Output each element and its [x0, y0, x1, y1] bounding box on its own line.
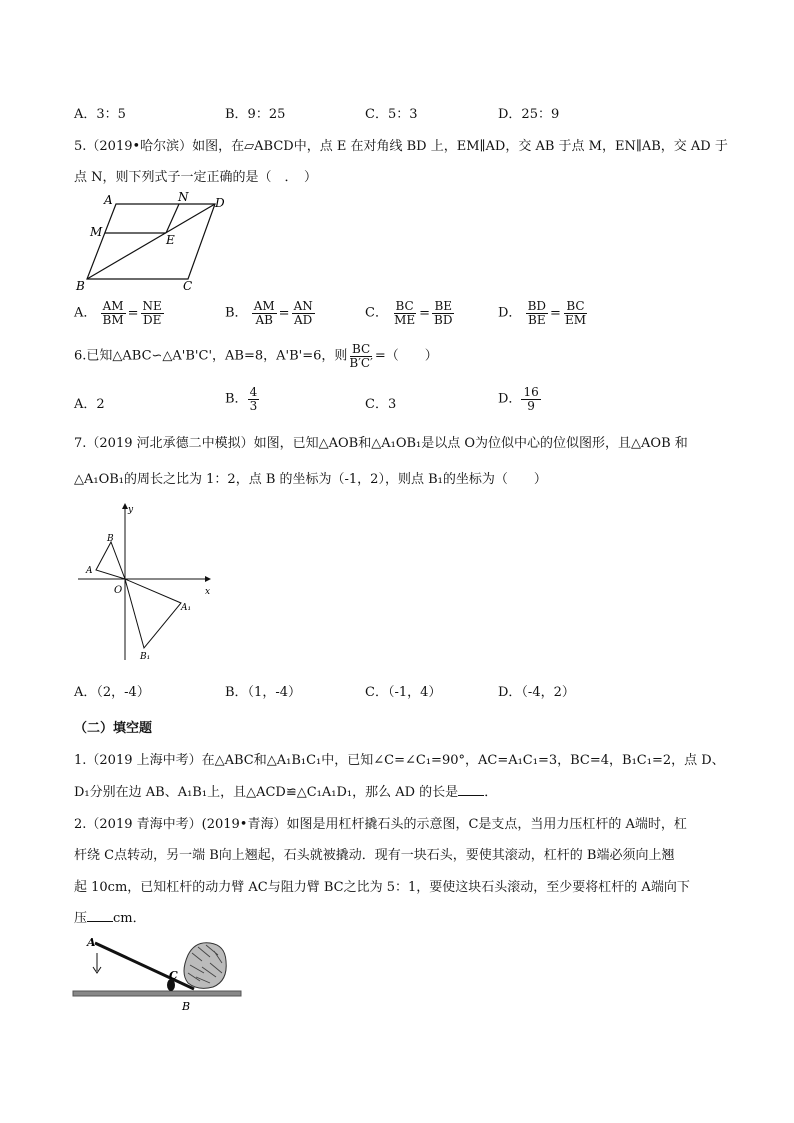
frac-num: BC: [395, 299, 414, 313]
q5-line1: 5.（2019•哈尔滨）如图，在▱ABCD中，点 E 在对角线 BD 上，EM∥AD，交 AB 于点 M，EN∥AB，交 AD 于: [74, 139, 728, 154]
frac-den: ME: [394, 312, 416, 327]
answer-blank[interactable]: [87, 909, 113, 922]
frac-den: DE: [142, 312, 162, 327]
q7-coordinate-figure: [78, 496, 228, 664]
option-value: 3: [387, 397, 397, 412]
frac-den: AD: [294, 312, 313, 327]
label-e: E: [166, 233, 175, 247]
lever-figure: [70, 933, 245, 1017]
frac-den: 9: [527, 398, 535, 413]
option-letter: B．: [225, 391, 248, 407]
frac-den: 3: [249, 398, 258, 413]
f1-line1: 1.（2019 上海中考）在△ABC和△A₁B₁C₁中，已知∠C=∠C₁=90°，AC=A₁C₁=3，BC=4，B₁C₁=2，点 D、: [74, 753, 725, 768]
option-letter: D．: [498, 391, 522, 407]
f1-line2: [74, 781, 497, 800]
option-letter: C．: [365, 305, 388, 321]
frac-num: NE: [142, 299, 162, 313]
q6-option-a: [74, 393, 105, 412]
frac-num: 4: [249, 385, 258, 399]
option-value: 2: [96, 397, 105, 412]
f2-line4-end: cm．: [113, 911, 146, 926]
label-m: M: [90, 225, 103, 239]
q6-suffix: =（ ）: [374, 348, 438, 364]
q6-option-c: [365, 393, 396, 412]
frac-den: BM: [102, 312, 124, 327]
q4-option-c: C．5：3: [365, 107, 418, 122]
frac-den: EM: [564, 312, 586, 327]
section-title: （二）填空题: [74, 721, 153, 736]
q7-option-a: A．（2，-4）: [74, 685, 150, 700]
q5-parallelogram-figure: [70, 190, 240, 296]
label-b: B: [107, 534, 114, 544]
q7-line2: △A₁OB₁的周长之比为 1：2，点 B 的坐标为（-1，2），则点 B₁的坐标为（ ）: [74, 472, 547, 487]
frac-num: BC: [566, 299, 585, 313]
q7-option-b: B．（1，-4）: [225, 685, 301, 700]
label-n: N: [178, 190, 189, 204]
frac-num: 16: [523, 385, 539, 399]
diagonal-bd: [87, 204, 215, 279]
frac-num: BE: [434, 299, 453, 313]
ground-bar: [73, 991, 241, 996]
frac-den: BD: [434, 312, 453, 327]
f2-line4: [74, 907, 146, 926]
option-letter: C．: [365, 397, 388, 412]
q6-prefix: 6.已知△ABC∽△A'B'C'，AB=8，A'B'=6，则: [74, 348, 348, 364]
q5-line2: 点 N，则下列式子一定正确的是（ ． ）: [74, 170, 318, 185]
frac-den: BE: [528, 312, 546, 327]
option-letter: A．: [74, 397, 97, 412]
frac-num: AN: [293, 299, 313, 313]
triangle-aob: [96, 542, 125, 579]
frac-num: AM: [253, 299, 275, 313]
option-letter: B．: [225, 305, 248, 321]
q7-line1: 7.（2019 河北承德二中模拟）如图，已知△AOB和△A₁OB₁是以点 O为位似中心的位似图形，且△AOB 和: [74, 436, 688, 451]
label-d: D: [215, 196, 225, 210]
option-letter: A．: [74, 305, 97, 321]
label-o: O: [114, 585, 123, 596]
frac-num: BD: [527, 299, 547, 313]
q5-option-d: D． $\frac{BD}{BE}$ = $\frac{BC}{EM}$: [498, 299, 586, 327]
f1-line2-text: D₁分别在边 AB、A₁B₁上，且△ACD≌△C₁A₁D₁，那么 AD 的长是: [74, 785, 459, 800]
lever-bar: [95, 943, 194, 989]
q5-option-c: C． $\frac{BC}{ME}$ = $\frac{BE}{BD}$: [365, 299, 453, 327]
frac-den: AB: [255, 312, 273, 327]
q7-option-c: C．（-1，4）: [365, 685, 442, 700]
q5-option-a: A． $\frac{AM}{BM}$ = $\frac{NE}{DE}$: [74, 299, 162, 327]
triangle-a1ob1: [125, 579, 181, 648]
label-b: B: [182, 1000, 191, 1013]
q7-option-d: D．（-4，2）: [498, 685, 575, 700]
q6-option-d: [498, 386, 541, 412]
f2-line1: 2.（2019 青海中考）(2019•青海）如图是用杠杆撬石头的示意图，C是支点，当用力压杠杆的 A端时，杠: [74, 817, 687, 832]
option-letter: D．: [498, 305, 522, 321]
label-c: C: [169, 969, 178, 982]
label-x: x: [205, 587, 211, 597]
q4-option-a: A．3：5: [74, 107, 126, 122]
label-a: A: [104, 193, 113, 207]
q4-option-b: B．9：25: [225, 107, 286, 122]
q6-option-b: [225, 386, 259, 412]
label-c: C: [183, 279, 193, 293]
frac-num: BC: [352, 342, 371, 356]
label-y: y: [128, 505, 134, 515]
label-b1: B₁: [140, 652, 151, 662]
f2-line2: 杆绕 C点转动，另一端 B向上翘起，石头就被撬动．现有一块石头，要使其滚动，杠杆的 B端必须向上翘: [74, 848, 675, 863]
rock: [184, 943, 226, 989]
answer-blank[interactable]: [458, 783, 484, 796]
frac-num: AM: [102, 299, 124, 313]
label-a1: A₁: [181, 603, 192, 613]
f2-line4-text: 压: [74, 911, 88, 926]
label-b: B: [76, 279, 85, 293]
q5-option-b: B． $\frac{AM}{AB}$ = $\frac{AN}{AD}$: [225, 299, 313, 327]
frac-den: B′C′: [349, 355, 373, 370]
q6-stem: [74, 343, 438, 369]
label-a: A: [86, 566, 93, 576]
q4-option-d: D．25：9: [498, 107, 560, 122]
f1-line2-end: ．: [484, 785, 498, 800]
f2-line3: 起 10cm，已知杠杆的动力臂 AC与阻力臂 BC之比为 5：1，要使这块石头滚动，至少要将杠杆的 A端向下: [74, 880, 690, 895]
label-a: A: [87, 936, 96, 949]
